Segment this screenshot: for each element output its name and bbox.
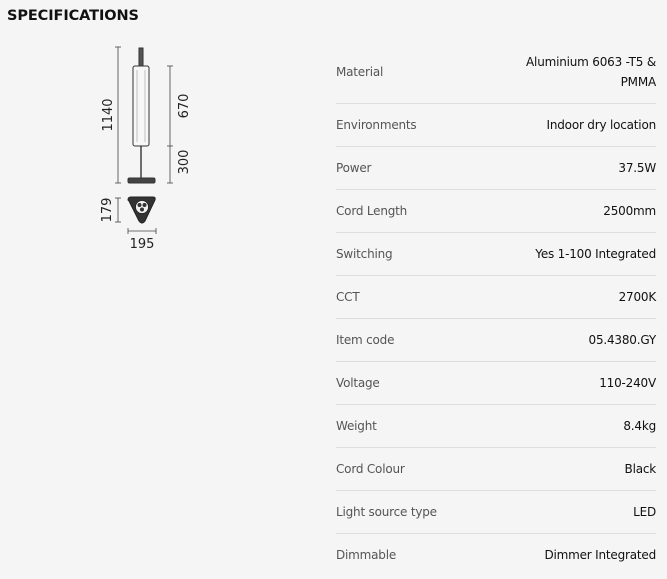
spec-label: Cord Length [336, 204, 408, 218]
spec-label: Power [336, 161, 372, 175]
page-title: SPECIFICATIONS [7, 8, 139, 24]
spec-value: Dimmer Integrated [544, 548, 656, 562]
spec-label: Material [336, 65, 384, 79]
base-depth-dimension [115, 198, 121, 222]
spec-row-power [336, 147, 656, 190]
spec-value: 110-240V [599, 376, 656, 390]
spec-value: 05.4380.GY [588, 333, 656, 347]
lamp-elevation [128, 48, 155, 183]
spec-row-cct [336, 276, 656, 319]
spec-row-cord-colour [336, 448, 656, 491]
dim-base-width-label: 195 [129, 237, 155, 252]
base-plan-view [128, 197, 155, 223]
spec-value: 2700K [618, 290, 656, 304]
dim-total-height-label: 1140 [101, 98, 116, 132]
dim-shade-height-label: 670 [177, 93, 192, 119]
spec-label: Weight [336, 419, 377, 433]
spec-label: Item code [336, 333, 395, 347]
spec-value: LED [633, 505, 656, 519]
shade-height-dimension [167, 66, 173, 146]
spec-value: 2500mm [603, 204, 656, 218]
stem-height-dimension [167, 146, 173, 183]
spec-row-environments [336, 104, 656, 147]
spec-value: Aluminium 6063 -T5 & PMMA [526, 55, 656, 89]
specifications-table [336, 41, 656, 576]
spec-label: Cord Colour [336, 462, 405, 476]
dim-stem-height-label: 300 [177, 149, 192, 175]
spec-label: Voltage [336, 376, 380, 390]
spec-row-material [336, 41, 656, 104]
spec-value: 37.5W [618, 161, 656, 175]
base-width-dimension [128, 228, 156, 234]
spec-row-switching [336, 233, 656, 276]
spec-row-cord-length [336, 190, 656, 233]
spec-label: Light source type [336, 505, 437, 519]
spec-label: Switching [336, 247, 393, 261]
spec-value: Black [624, 462, 656, 476]
product-dimension-drawing [0, 0, 320, 260]
spec-row-dimmable [336, 534, 656, 576]
spec-label: Dimmable [336, 548, 397, 562]
spec-row-voltage [336, 362, 656, 405]
spec-value: Yes 1-100 Integrated [535, 247, 656, 261]
dim-base-depth-label: 179 [100, 197, 115, 223]
spec-label: Environments [336, 118, 417, 132]
spec-value: 8.4kg [623, 419, 656, 433]
spec-value: Indoor dry location [546, 118, 656, 132]
spec-row-item-code [336, 319, 656, 362]
spec-label: CCT [336, 290, 360, 304]
spec-row-weight [336, 405, 656, 448]
spec-row-light-source-type [336, 491, 656, 534]
